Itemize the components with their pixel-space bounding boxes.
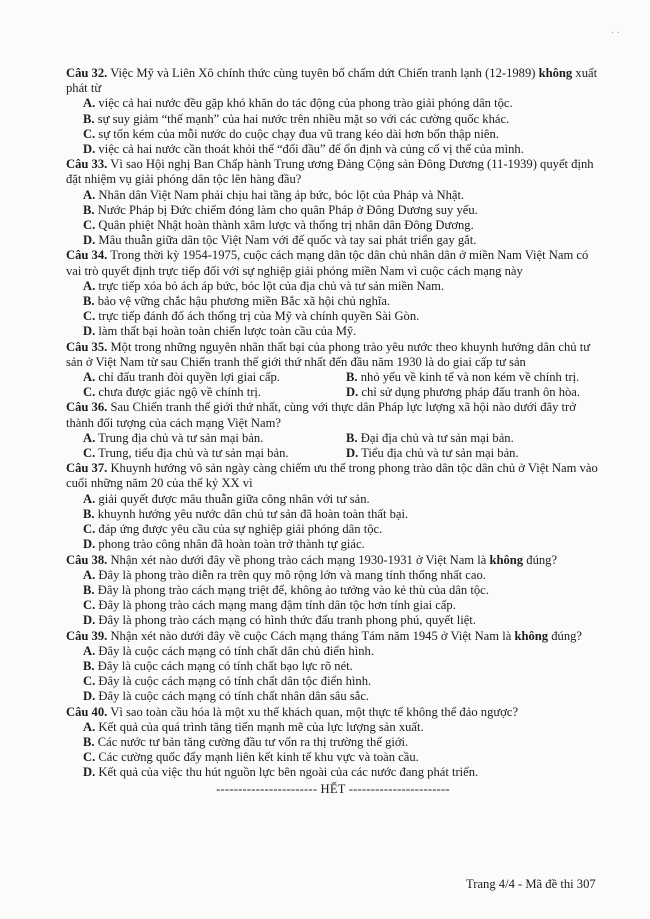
question-emphasis: không [538, 66, 573, 80]
option-b[interactable]: B. Đại địa chủ và tư sản mại bản. [346, 430, 514, 445]
question-stem-end: đúng? [526, 552, 558, 567]
option-a[interactable]: A. Đây là cuộc cách mạng có tính chất dân chủ điển hình. [83, 643, 374, 658]
question-emphasis: không [514, 628, 549, 643]
option-row [66, 385, 600, 400]
question-number: Câu 33. [66, 157, 108, 172]
question-36 [66, 400, 600, 461]
option-d[interactable]: D. Tiểu địa chủ và tư sản mại bản. [346, 446, 519, 461]
option-b[interactable]: B. Đây là cuộc cách mạng có tính chất bạo lực rõ nét. [83, 658, 353, 673]
question-35 [66, 340, 600, 401]
question-number: Câu 38. [66, 552, 108, 567]
option-a[interactable]: A. giải quyết được mâu thuẫn giữa công nhân với tư sản. [83, 491, 370, 506]
option-a[interactable]: A. chỉ đấu tranh đòi quyền lợi giai cấp. [83, 370, 280, 385]
question-stem: Một trong những nguyên nhân thất bại của phong trào yêu nước theo khuynh hướng dân chủ tư sản ở Việt Nam từ sau Chiến tranh thế giới thứ nhất đến đầu năm 1930 là do giai cấp tư sản [66, 339, 591, 369]
option-a[interactable]: A. Nhân dân Việt Nam phải chịu hai tầng áp bức, bóc lột của Pháp và Nhật. [83, 187, 465, 202]
question-stem: Nhận xét nào dưới đây về phong trào cách mạng 1930-1931 ở Việt Nam là [110, 552, 487, 567]
question-37 [66, 461, 600, 552]
question-number: Câu 35. [66, 339, 108, 354]
question-39 [66, 629, 600, 705]
question-38 [66, 553, 600, 629]
option-b[interactable]: B. Các nước tư bản tăng cường đầu tư vốn ra thị trường thế giới. [83, 734, 409, 749]
option-b[interactable]: B. Nước Pháp bị Đức chiếm đóng làm cho quân Pháp ở Đông Dương suy yếu. [83, 202, 478, 217]
end-marker: ----------------------- HẾT ----------------------- [216, 781, 450, 796]
question-list [66, 66, 600, 797]
question-number: Câu 37. [66, 461, 108, 476]
option-a[interactable]: A. trực tiếp xóa bỏ ách áp bức, bóc lột của địa chủ và tư sản miền Nam. [83, 278, 445, 293]
option-a[interactable]: A. Kết quả của quá trình tăng tiến mạnh mẽ của lực lượng sản xuất. [83, 719, 424, 734]
question-stem: Vì sao toàn cầu hóa là một xu thế khách quan, một thực tế không thể đảo ngược? [110, 704, 519, 719]
option-b[interactable]: B. Đây là phong trào cách mạng triệt để, không ảo tưởng vào kẻ thù của dân tộc. [83, 582, 489, 597]
question-stem: Trong thời kỳ 1954-1975, cuộc cách mạng dân tộc dân chủ nhân dân ở miền Nam Việt Nam có vai trò quyết định trực tiếp đối với sự nghiệp giải phóng miền Nam vì cuộc cách mạng này [66, 248, 589, 278]
option-c[interactable]: C. Trung, tiểu địa chủ và tư sản mại bản. [83, 446, 289, 461]
page-footer: Trang 4/4 - Mã đề thi 307 [466, 877, 596, 891]
question-stem: Sau Chiến tranh thế giới thứ nhất, cùng với thực dân Pháp lực lượng xã hội nào dưới đây trở thành đối tượng của cách mạng Việt Nam? [66, 400, 576, 430]
option-row [66, 431, 600, 446]
option-c[interactable]: C. Các cường quốc đẩy mạnh liên kết kinh tế khu vực và toàn cầu. [83, 750, 419, 765]
question-stem: Vì sao Hội nghị Ban Chấp hành Trung ương Đảng Cộng sản Đông Dương (11-1939) quyết định đặt nhiệm vụ giải phóng dân tộc lên hàng đầu? [66, 157, 594, 187]
option-a[interactable]: A. Đây là phong trào diễn ra trên quy mô rộng lớn và mang tính thống nhất cao. [83, 567, 486, 582]
option-d[interactable]: D. Đây là cuộc cách mạng có tính chất nhân dân sâu sắc. [83, 689, 370, 704]
option-a[interactable]: A. việc cả hai nước đều gặp khó khăn do tác động của phong trào giải phóng dân tộc. [83, 96, 513, 111]
option-row [66, 446, 600, 461]
question-stem: Nhận xét nào dưới đây về cuộc Cách mạng tháng Tám năm 1945 ở Việt Nam là [110, 628, 512, 643]
option-d[interactable]: D. phong trào công nhân đã hoàn toàn trở thành tự giác. [83, 537, 365, 552]
question-34 [66, 248, 600, 339]
option-c[interactable]: C. chưa được giác ngộ về chính trị. [83, 385, 262, 400]
question-number: Câu 40. [66, 704, 108, 719]
question-32 [66, 66, 600, 157]
question-number: Câu 34. [66, 248, 108, 263]
option-c[interactable]: C. Đây là phong trào cách mạng mang đậm tính dân tộc hơn tính giai cấp. [83, 598, 456, 613]
question-stem-end: đúng? [551, 628, 582, 643]
question-stem-end: xuất phát từ [66, 66, 598, 96]
option-b[interactable]: B. sự suy giảm “thế mạnh” của hai nước trên nhiều mặt so với các cường quốc khác. [83, 111, 510, 126]
option-b[interactable]: B. khuynh hướng yêu nước dân chủ tư sản đã hoàn toàn thất bại. [83, 506, 409, 521]
option-c[interactable]: C. trực tiếp đánh đổ ách thống trị của Mỹ và chính quyền Sài Gòn. [83, 309, 420, 324]
question-stem: Khuynh hướng vô sản ngày càng chiếm ưu thế trong phong trào dân tộc dân chủ ở Việt Nam vào cuối những năm 20 của thế kỷ XX vì [66, 461, 598, 491]
question-40 [66, 705, 600, 781]
question-33 [66, 157, 600, 248]
option-c[interactable]: C. đáp ứng được yêu cầu của sự nghiệp giải phóng dân tộc. [83, 522, 383, 537]
option-b[interactable]: B. nhỏ yếu về kinh tế và non kém về chính trị. [346, 370, 580, 385]
option-d[interactable]: D. việc cả hai nước cần thoát khỏi thế “đối đầu” để ổn định và củng cố vị thế của mình. [83, 142, 524, 157]
option-c[interactable]: C. sự tốn kém của mỗi nước do cuộc chạy đua vũ trang kéo dài hơn bốn thập niên. [83, 126, 499, 141]
option-d[interactable]: D. Kết quả của việc thu hút nguồn lực bên ngoài của các nước đang phát triển. [83, 765, 479, 780]
option-d[interactable]: D. làm thất bại hoàn toàn chiến lược toàn cầu của Mỹ. [83, 324, 357, 339]
question-number: Câu 36. [66, 400, 108, 415]
option-d[interactable]: D. Mâu thuẫn giữa dân tộc Việt Nam với đế quốc và tay sai phát triển gay gắt. [83, 233, 477, 248]
option-d[interactable]: D. Đây là phong trào cách mạng có hình thức đấu tranh phong phú, quyết liệt. [83, 613, 476, 628]
option-d[interactable]: D. chỉ sử dụng phương pháp đấu tranh ôn hòa. [346, 385, 581, 400]
option-a[interactable]: A. Trung địa chủ và tư sản mại bản. [83, 430, 264, 445]
question-emphasis: không [489, 552, 524, 567]
question-number: Câu 32. [66, 66, 108, 80]
option-c[interactable]: C. Đây là cuộc cách mạng có tính chất dân tộc điển hình. [83, 674, 372, 689]
option-row [66, 370, 600, 385]
option-c[interactable]: C. Quân phiệt Nhật hoàn thành xâm lược và thống trị nhân dân Đông Dương. [83, 218, 474, 233]
scan-corner-marks: · · [610, 28, 620, 39]
question-stem: Việc Mỹ và Liên Xô chính thức cùng tuyên bố chấm dứt Chiến tranh lạnh (12-1989) [110, 66, 536, 80]
question-number: Câu 39. [66, 628, 108, 643]
option-b[interactable]: B. bảo vệ vững chắc hậu phương miền Bắc xã hội chủ nghĩa. [83, 294, 391, 309]
